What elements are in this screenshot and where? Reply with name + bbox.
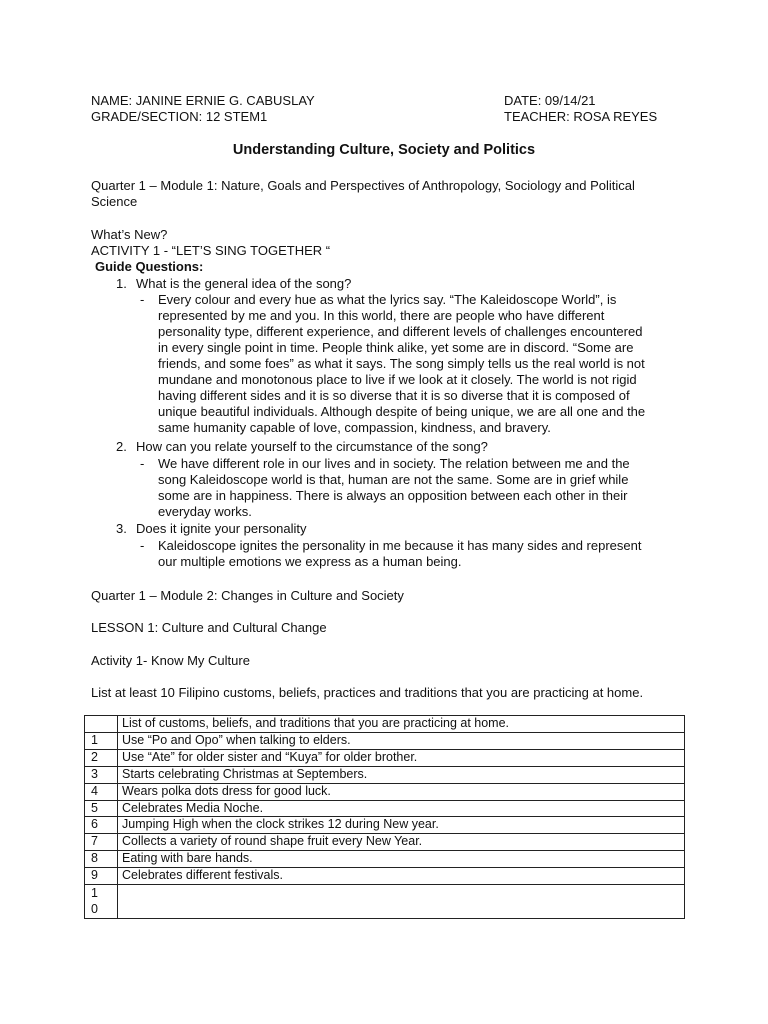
row-number: 8: [85, 851, 118, 868]
answer-1-line: friends, and some foes” as what it says. The song simply tells us the real world is not: [158, 356, 645, 371]
date: DATE: 09/14/21: [504, 93, 596, 108]
answer-1-line: having different sides and it is so diverse that it is so diverse that it is composed of: [158, 388, 630, 403]
module2-heading: Quarter 1 – Module 2: Changes in Culture and Society: [91, 588, 404, 603]
table-row: [85, 851, 685, 868]
module1-heading-line1: Quarter 1 – Module 1: Nature, Goals and Perspectives of Anthropology, Sociology and Political: [91, 178, 635, 193]
row-number: 4: [85, 783, 118, 800]
answer-2-line: We have different role in our lives and in society. The relation between me and the: [158, 456, 630, 471]
question-3-text: Does it ignite your personality: [136, 521, 307, 536]
customs-table: [84, 715, 685, 919]
table-row: [85, 800, 685, 817]
answer-1-line: personality type, different experience, and different levels of challenges encountered: [158, 324, 643, 339]
answer-3-line: Kaleidoscope ignites the personality in me because it has many sides and represent: [158, 538, 642, 553]
row-text: Jumping High when the clock strikes 12 during New year.: [118, 817, 685, 834]
answer-3-line: our multiple emotions we express as a human being.: [158, 554, 462, 569]
activity-know-my-culture: Activity 1- Know My Culture: [91, 653, 250, 668]
answer-2-line: song Kaleidoscope world is that, human are not the same. Some are in grief while: [158, 472, 629, 487]
table-row: [85, 817, 685, 834]
table-row: [85, 732, 685, 749]
student-name: NAME: JANINE ERNIE G. CABUSLAY: [91, 93, 315, 108]
row-number: 9: [85, 868, 118, 885]
table-row: [85, 749, 685, 766]
module1-heading: [91, 178, 635, 210]
answer-3-dash: -: [140, 538, 145, 553]
whats-new: What’s New?: [91, 227, 168, 242]
row-number: 1: [85, 732, 118, 749]
answer-1-dash: -: [140, 292, 145, 307]
row-number: 5: [85, 800, 118, 817]
answer-1-line: same humanity capable of love, compassion, kindness, and bravery.: [158, 420, 551, 435]
table-header-number-cell: [85, 716, 118, 733]
table-row: [85, 766, 685, 783]
row-text: Use “Po and Opo” when talking to elders.: [118, 732, 685, 749]
row-text: [118, 885, 685, 919]
row-number-digit: 1: [91, 886, 98, 901]
answer-2-line: everyday works.: [158, 504, 252, 519]
module1-heading-line2: Science: [91, 194, 138, 209]
answer-1-line: unique beautiful individuals. Although despite of being unique, we are all one and the: [158, 404, 646, 419]
row-text: Wears polka dots dress for good luck.: [118, 783, 685, 800]
question-2-text: How can you relate yourself to the circumstance of the song?: [136, 439, 488, 454]
answer-1-line: mundane and monotonous place to live if we look at it closely. The world is not rigid: [158, 372, 637, 387]
answer-1-line: in every single point in time. People think alike, yet some are in discord. “Some are: [158, 340, 634, 355]
answer-1-line: Every colour and every hue as what the lyrics say. “The Kaleidoscope World”, is: [158, 292, 617, 307]
instruction-text: List at least 10 Filipino customs, beliefs, practices and traditions that you are practicing at home.: [91, 685, 644, 700]
row-text: Collects a variety of round shape fruit every New Year.: [118, 834, 685, 851]
question-1-text: What is the general idea of the song?: [136, 276, 352, 291]
row-text: Use “Ate” for older sister and “Kuya” for older brother.: [118, 749, 685, 766]
row-number-digit: 0: [91, 902, 98, 917]
row-text: Eating with bare hands.: [118, 851, 685, 868]
table-header-row: [85, 716, 685, 733]
row-text: Celebrates Media Noche.: [118, 800, 685, 817]
grade-section: GRADE/SECTION: 12 STEM1: [91, 109, 268, 124]
question-3-number: 3.: [116, 521, 127, 536]
question-1-number: 1.: [116, 276, 127, 291]
answer-3: [158, 538, 688, 570]
row-number: 7: [85, 834, 118, 851]
row-number: 2: [85, 749, 118, 766]
row-text: Starts celebrating Christmas at Septembers.: [118, 766, 685, 783]
table-header-cell: List of customs, beliefs, and traditions that you are practicing at home.: [118, 716, 685, 733]
table-row: [85, 783, 685, 800]
table-row: [85, 868, 685, 885]
lesson1-heading: LESSON 1: Culture and Cultural Change: [91, 620, 327, 635]
answer-2: [158, 456, 688, 520]
answer-2-dash: -: [140, 456, 145, 471]
teacher: TEACHER: ROSA REYES: [504, 109, 658, 124]
activity1-label: ACTIVITY 1 - “LET’S SING TOGETHER “: [91, 243, 331, 258]
table-row: [85, 834, 685, 851]
row-number: [85, 885, 118, 919]
guide-questions-heading: Guide Questions:: [95, 259, 204, 274]
question-2-number: 2.: [116, 439, 127, 454]
row-number: 6: [85, 817, 118, 834]
row-text: Celebrates different festivals.: [118, 868, 685, 885]
answer-2-line: some are in happiness. There is always an opposition between each other in their: [158, 488, 628, 503]
document-title: Understanding Culture, Society and Politics: [232, 142, 536, 158]
answer-1-line: represented by me and you. In this world, there are people who have different: [158, 308, 605, 323]
table-row: [85, 885, 685, 919]
row-number: 3: [85, 766, 118, 783]
answer-1: [158, 292, 688, 436]
